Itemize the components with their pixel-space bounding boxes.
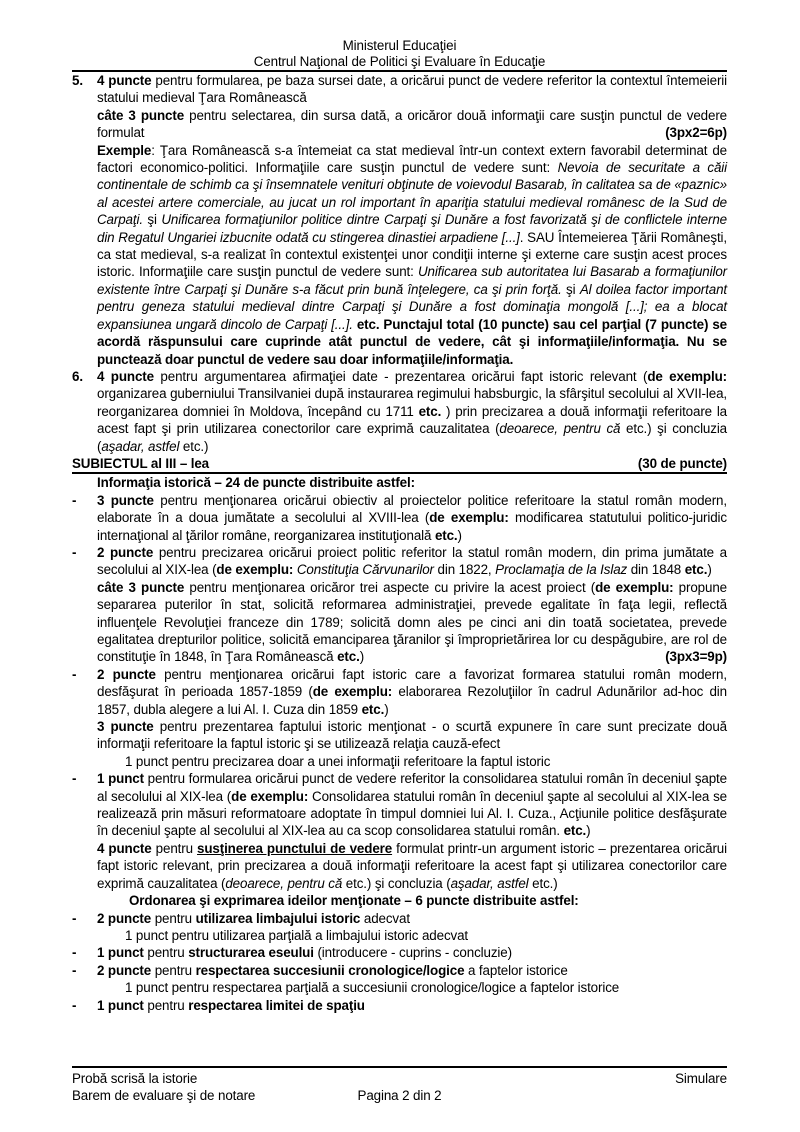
ordering2-paragraph: 1 punct pentru structurarea eseului (introducere - cuprins - concluzie) [97, 945, 512, 961]
info-heading: Informaţia istorică – 24 de puncte distribuite astfel: [97, 475, 415, 491]
bullet-dash: - [72, 544, 77, 560]
item5-examples-paragraph: Exemple: Ţara Românească s-a întemeiat ca stat medieval într-un context extern favorabil determinat de factori economico-politici. Informaţiile care susţin punctul de vedere sunt: Nevoia de securitate a căii continentale de schimb ca şi însemnatele venituri obţinute de voievodul Basarab, în calitatea sa de «paznic» al acestei artere comerciale, au jucat un rol important în apariţia statului medieval românesc de la Sud de Carpaţi. şi Unificarea formaţiunilor politice dintre Carpaţi şi Dunăre a fost favorizată şi de conflictele interne din Regatul Ungariei izbucnite odată cu stingerea dinastiei arpadiene [...]. SAU Întemeierea Ţării Româneşti, ca stat medieval, s-a realizat în contextul existenţei unor condiţii interne şi externe care susţin acest proces istoric. Informaţiile care susţin punctul de vedere sunt: Unificarea sub autoritatea lui Basarab a formaţiunilor existente între Carpaţi şi Dunăre s-a făcut prin bună înţelegere, ca şi prin forţă. şi Al doilea factor important pentru geneza statului medieval dintre Carpaţi şi Dunăre a fost dominaţia mongolă [...]; ea a blocat expansiunea ungară dincolo de Carpaţi [...]. etc. Punctajul total (10 puncte) sau cel parţial (7 puncte) se acordă răspunsului care cuprinde atât punctul de vedere, cât şi informaţiile/informaţia. Nu se punctează doar punctul de vedere sau doar informaţiile/informaţia. [97, 142, 728, 367]
bullet-item-space-limit [72, 997, 727, 1014]
ordering4-paragraph: 1 punct pentru respectarea limitei de spaţiu [97, 997, 365, 1013]
footer-barem-label: Barem de evaluare şi de notare [72, 1087, 256, 1103]
bullet-item-objective [72, 492, 727, 544]
bullet-dash: - [72, 771, 77, 787]
bullet-item-chronology [72, 962, 727, 997]
item5-paragraph-1: 4 puncte pentru formularea, pe baza sursei date, a oricărui punct de vedere referitor la contextul întemeierii statului medieval Ţara Românească [97, 73, 727, 106]
bullet4-paragraph-1: 1 punct pentru formularea oricărui punct de vedere referitor la consolidarea statului român în deceniul şapte al secolului al XIX-lea (de exemplu: Consolidarea statului român în deceniul şapte al secolului al XIX-lea se realizează prin măsuri reformatoare adoptate în timpul domniei lui Al. I. Cuza., Acţiunile politice desfăşurate în deceniul şapte al secolului al XIX-lea au ca scop consolidarea statului român. etc.) [97, 771, 727, 839]
bullet3-paragraph-1: 2 puncte pentru menţionarea oricărui fapt istoric care a favorizat formarea statului român modern, desfăşurat în perioada 1857-1859 (de exemplu: elaborarea Rezoluţiilor în cadrul Adunărilor ad-hoc din 1857, dubla alegere a lui Al. I. Cuza din 1859 etc.) [97, 666, 727, 717]
item6-paragraph-1: 4 puncte pentru argumentarea afirmaţiei date - prezentarea oricărui fapt istoric relevant (de exemplu: organizarea guberniului Transilvaniei după instaurarea regimului habsburgic, la sfârşitul secolului al XVII-lea, reorganizarea domniei în Moldova, începând cu 1711 etc. ) prin precizarea a două informaţii referitoare la acest fapt şi prin utilizarea conectorilor care exprimă cauzalitatea (deoarece, pentru că etc.) şi concluzia (aşadar, astfel etc.) [97, 368, 728, 454]
subject-points: (30 de puncte) [637, 455, 727, 471]
footer-page-number: Pagina 2 din 2 [357, 1087, 442, 1103]
page-header [72, 38, 727, 72]
rubric-item-5 [72, 72, 727, 368]
ordering3-paragraph: 2 puncte pentru respectarea succesiunii cronologice/logice a faptelor istorice [97, 962, 568, 978]
item5-paragraph-2: câte 3 puncte pentru selectarea, din sursa dată, a oricăror două informaţii care susţin punctul de vedere formulat (3px2=6p) [97, 107, 727, 141]
bullet4-paragraph-2: 4 puncte pentru susţinerea punctului de vedere formulat printr-un argument istoric – prezentarea oricărui fapt istoric relevant, prin precizarea a două informaţii referitoare la acest fapt şi utilizarea conectorilor care exprimă cauzalitatea (deoarece, pentru că etc.) şi concluzia (aşadar, astfel etc.) [97, 840, 727, 891]
ordering1-sub-paragraph: 1 punct pentru utilizarea parţială a limbajului istoric adecvat [125, 927, 469, 943]
bullet2-paragraph-1: 2 puncte pentru precizarea oricărui proiect politic referitor la statul român modern, din prima jumătate a secolului al XIX-lea (de exemplu: Constituţia Cărvunarilor din 1822, Proclamaţia de la Islaz din 1848 etc.) [97, 544, 727, 578]
center-title: Centrul Naţional de Politici şi Evaluare în Educaţie [253, 53, 546, 69]
subject-title: SUBIECTUL al III – lea [72, 455, 210, 471]
bullet-item-fact [72, 666, 727, 770]
bullet-dash: - [72, 492, 77, 508]
page-footer [72, 1066, 727, 1104]
bullet-item-project [72, 544, 727, 666]
bullet3-paragraph-2: 3 puncte pentru prezentarea faptului istoric menţionat - o scurtă expunere în care sunt precizate două informaţii referitoare la faptul istoric şi se utilizează relaţia cauză-efect [97, 719, 727, 752]
ordering1-paragraph: 2 puncte pentru utilizarea limbajului istoric adecvat [97, 910, 410, 926]
bullet1-paragraph: 3 puncte pentru menţionarea oricărui obiectiv al proiectelor politice referitoare la statul român modern, elaborate în a doua jumătate a secolului al XVIII-lea (de exemplu: modificarea statutului politico-juridic internaţional al ţărilor române, reorganizarea instituţională etc.) [97, 492, 727, 543]
item-number: 5. [72, 73, 83, 88]
bullet-item-structure [72, 944, 727, 961]
bullet-dash: - [72, 997, 77, 1013]
ordering3-sub-paragraph: 1 punct pentru respectarea parţială a succesiunii cronologice/logice a faptelor istorice [125, 980, 620, 996]
bullet-item-point-of-view [72, 770, 727, 892]
item-number: 6. [72, 368, 83, 384]
ordering-heading: Ordonarea şi exprimarea ideilor menţionate – 6 puncte distribuite astfel: [129, 893, 579, 909]
ministry-title: Ministerul Educaţiei [342, 38, 457, 53]
bullet-dash: - [72, 910, 77, 926]
bullet-dash: - [72, 962, 77, 978]
bullet-item-language [72, 910, 727, 945]
bullet-dash: - [72, 945, 77, 961]
bullet2-paragraph-2: câte 3 puncte pentru menţionarea oricăror trei aspecte cu privire la acest proiect (de exemplu: propune separarea puterilor în stat, solicită reformarea administraţiei, prevede egalitate în faţa legii, reflectă influenţele Revoluţiei franceze din 1789; solicită domn ales pe cinci ani din toată societatea, prevede egalitatea drepturilor politice, solicită emanciparea ţăranilor şi împroprietărirea lor cu despăgubire, are rol de constituţie în 1848, în Ţara Românească etc.) (3px3=9p) [97, 579, 727, 665]
footer-exam-type: Probă scrisă la istorie [72, 1071, 198, 1086]
bullet-dash: - [72, 666, 77, 682]
rubric-item-6 [72, 368, 727, 455]
footer-simulare-label: Simulare [675, 1071, 727, 1086]
subject-3-heading [72, 455, 727, 474]
bullet3-sub-paragraph: 1 punct pentru precizarea doar a unei informaţii referitoare la faptul istoric [125, 753, 551, 769]
